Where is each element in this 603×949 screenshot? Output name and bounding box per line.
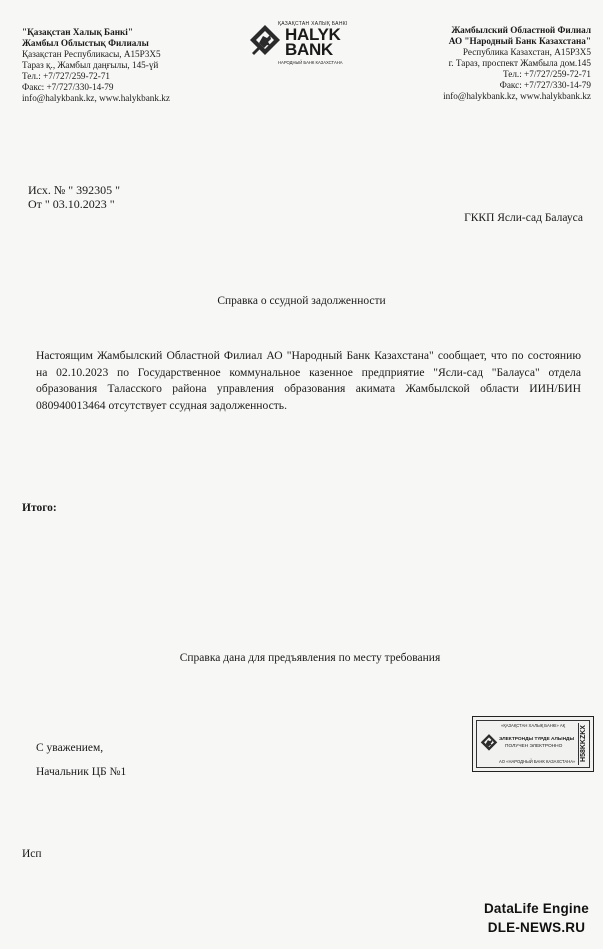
branch-name-ru: Жамбылский Областной Филиал bbox=[451, 25, 591, 35]
recipient: ГККП Ясли-сад Балауса bbox=[464, 212, 583, 224]
purpose-note: Справка дана для предъявления по месту требования bbox=[179, 652, 441, 664]
closing-block bbox=[36, 736, 126, 784]
halyk-horseman-logo-icon bbox=[248, 23, 282, 63]
phone-ru: Тел.: +7/727/259-72-71 bbox=[502, 69, 591, 79]
halyk-bank-logo bbox=[248, 21, 356, 67]
web-kz: info@halykbank.kz, www.halykbank.kz bbox=[22, 93, 170, 103]
bank-name-kz: "Қазақстан Халық Банкі" bbox=[22, 27, 133, 37]
country-ru: Республика Казахстан, A15P3X5 bbox=[462, 47, 591, 57]
bank-name-ru: АО "Народный Банк Казахстана" bbox=[448, 36, 591, 46]
header-left-address bbox=[22, 27, 170, 104]
header-right-address bbox=[443, 25, 591, 102]
outgoing-date: От " 03.10.2023 " bbox=[28, 197, 115, 211]
halyk-horseman-logo-icon bbox=[479, 733, 499, 755]
document-title: Справка о ссудной задолженности bbox=[217, 295, 386, 307]
branch-name-kz: Жамбыл Облыстық Филиалы bbox=[22, 38, 149, 48]
signatory-position: Начальник ЦБ №1 bbox=[36, 766, 127, 778]
watermark-line-2: DLE-NEWS.RU bbox=[487, 920, 586, 935]
total-label: Итого: bbox=[22, 502, 57, 514]
fax-kz: Факс: +7/727/330-14-79 bbox=[22, 82, 114, 92]
document-body: Настоящим Жамбылский Областной Филиал АО "Народный Банк Казахстана" сообщает, что по состоянию на 02.10.2023 по Государственное коммунальное казенное предприятие "Ясли-сад "Балауса" отдела образования Таласского района управления образования акимата Жамбылской области ИИН/БИН 080940013464 отсутствует ссудная задолженность. bbox=[36, 349, 581, 412]
stamp-line-1: «ҚАЗАҚСТАН ХАЛЫҚ БАНКІ» АҚ bbox=[501, 723, 566, 728]
watermark-line-1: DataLife Engine bbox=[483, 901, 589, 916]
watermark bbox=[484, 899, 589, 937]
logo-bottom-text: НАРОДНЫЙ БАНК КАЗАХСТАНА bbox=[278, 60, 343, 65]
electronic-stamp bbox=[472, 716, 594, 772]
address-kz: Тараз қ., Жамбыл даңғылы, 145-үй bbox=[22, 60, 159, 70]
fax-ru: Факс: +7/727/330-14-79 bbox=[499, 80, 591, 90]
stamp-line-2: ЭЛЕКТРОНДЫ ТҮРДЕ АЛЫНДЫ bbox=[499, 737, 575, 742]
outgoing-number: Исх. № " 392305 " bbox=[28, 183, 121, 197]
stamp-code: H58KKZKX bbox=[579, 725, 587, 762]
logo-word-halyk: HALYK bbox=[285, 25, 341, 44]
address-ru: г. Тараз, проспект Жамбыла дом.145 bbox=[448, 58, 591, 68]
web-ru: info@halykbank.kz, www.halykbank.kz bbox=[443, 91, 591, 101]
stamp-line-4: АО «НАРОДНЫЙ БАНК КАЗАХСТАНА» bbox=[499, 759, 576, 764]
logo-top-text: ҚАЗАҚСТАН ХАЛЫҚ БАНКІ bbox=[278, 21, 348, 27]
country-kz: Қазақстан Республикасы, A15P3X5 bbox=[22, 49, 161, 59]
executor-label: Исп bbox=[22, 848, 42, 860]
phone-kz: Тел.: +7/727/259-72-71 bbox=[22, 71, 111, 81]
stamp-code-box bbox=[578, 723, 589, 765]
logo-word-bank: BANK bbox=[285, 40, 333, 59]
outgoing-reference bbox=[28, 183, 120, 211]
stamp-line-3: ПОЛУЧЕН ЭЛЕКТРОННО bbox=[505, 744, 563, 749]
regards: С уважением, bbox=[36, 742, 104, 754]
